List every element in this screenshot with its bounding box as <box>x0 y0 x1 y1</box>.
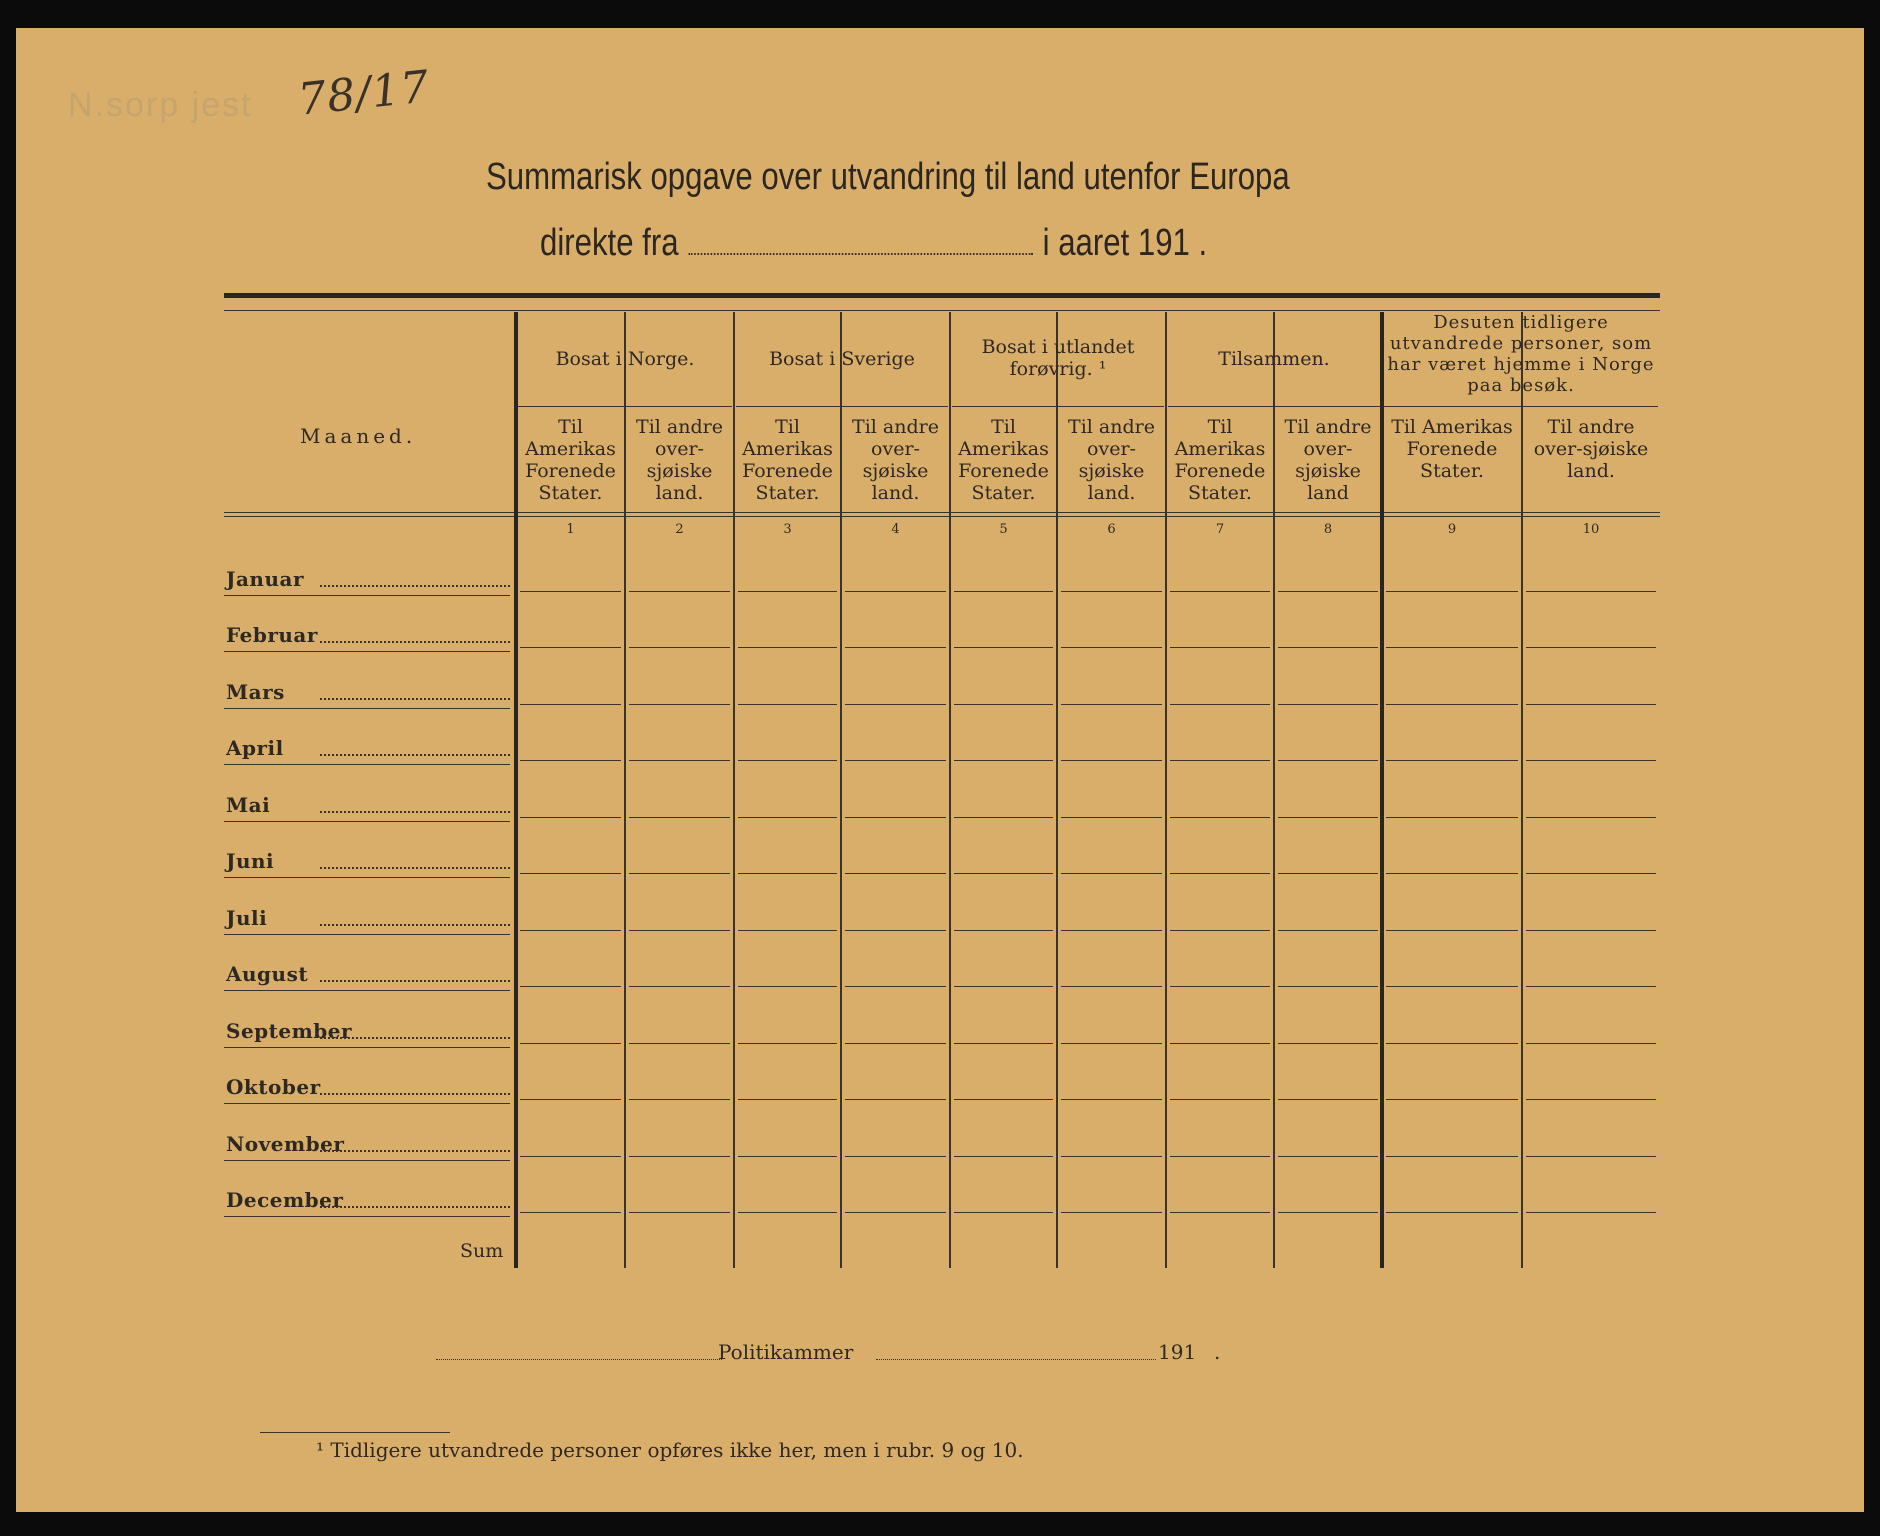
month-label-juni: Juni <box>226 849 275 873</box>
cell-september-col-3[interactable] <box>738 1043 837 1044</box>
month-row-rule <box>224 877 510 878</box>
cell-juni-col-3[interactable] <box>738 873 837 874</box>
month-row-rule <box>224 764 510 765</box>
place-fill-in-line[interactable] <box>688 229 1032 255</box>
cell-oktober-col-8[interactable] <box>1278 1099 1378 1100</box>
group-header-1: Bosat i Norge. <box>555 348 695 370</box>
cell-februar-col-4[interactable] <box>845 647 946 648</box>
column-divider <box>1165 312 1167 1268</box>
cell-februar-col-8[interactable] <box>1278 647 1378 648</box>
cell-december-col-6[interactable] <box>1061 1212 1162 1213</box>
column-number-3: 3 <box>783 522 792 537</box>
cell-april-col-7[interactable] <box>1170 760 1270 761</box>
cell-august-col-8[interactable] <box>1278 986 1378 987</box>
sum-label: Sum <box>460 1240 504 1262</box>
cell-september-col-5[interactable] <box>954 1043 1053 1044</box>
month-label-mai: Mai <box>226 792 271 817</box>
cell-november-col-4[interactable] <box>845 1156 946 1157</box>
column-number-5: 5 <box>999 522 1008 537</box>
month-label-september: September <box>226 1018 353 1043</box>
month-label-juli: Juli <box>226 905 268 930</box>
group-underline <box>518 406 732 407</box>
cell-november-col-7[interactable] <box>1170 1156 1270 1157</box>
sub-header-col-5: Til Amerikas Forenede Stater. <box>958 416 1049 504</box>
cell-april-col-9[interactable] <box>1386 760 1518 761</box>
column-divider <box>1273 312 1275 1268</box>
month-row-rule <box>224 595 510 596</box>
form-sheet <box>16 28 1864 1512</box>
column-divider <box>840 312 842 1268</box>
cell-mars-col-8[interactable] <box>1278 704 1378 705</box>
cell-mars-col-6[interactable] <box>1061 704 1162 705</box>
cell-mai-col-4[interactable] <box>845 817 946 818</box>
sub-header-col-1: Til Amerikas Forenede Stater. <box>525 416 616 504</box>
cell-april-col-10[interactable] <box>1526 760 1656 761</box>
footnote: ¹ Tidligere utvandrede personer opføres ikke her, men i rubr. 9 og 10. <box>316 1438 1024 1462</box>
cell-juni-col-10[interactable] <box>1526 873 1656 874</box>
cell-juli-col-4[interactable] <box>845 930 946 931</box>
cell-februar-col-9[interactable] <box>1386 647 1518 648</box>
cell-september-col-8[interactable] <box>1278 1043 1378 1044</box>
cell-juli-col-2[interactable] <box>629 930 730 931</box>
cell-februar-col-7[interactable] <box>1170 647 1270 648</box>
cell-november-col-2[interactable] <box>629 1156 730 1157</box>
cell-mars-col-7[interactable] <box>1170 704 1270 705</box>
month-label-oktober: Oktober <box>226 1075 321 1099</box>
month-leader-dots <box>320 851 510 869</box>
cell-april-col-2[interactable] <box>629 760 730 761</box>
cell-april-col-6[interactable] <box>1061 760 1162 761</box>
group-underline <box>952 406 1164 407</box>
month-leader-dots <box>320 1021 510 1039</box>
cell-juni-col-2[interactable] <box>629 873 730 874</box>
cell-december-col-2[interactable] <box>629 1212 730 1213</box>
cell-oktober-col-2[interactable] <box>629 1099 730 1100</box>
cell-februar-col-3[interactable] <box>738 647 837 648</box>
form-title: Summarisk opgave over utvandring til land utenfor Europa <box>486 156 1290 198</box>
column-number-7: 7 <box>1215 522 1225 537</box>
cell-august-col-5[interactable] <box>954 986 1053 987</box>
month-leader-dots <box>320 964 510 982</box>
cell-december-col-3[interactable] <box>738 1212 837 1213</box>
cell-september-col-2[interactable] <box>629 1043 730 1044</box>
cell-december-col-1[interactable] <box>520 1212 621 1213</box>
subtitle-suffix: i aaret 191 . <box>1042 222 1208 264</box>
cell-september-col-9[interactable] <box>1386 1043 1518 1044</box>
header-bottom-rule-2 <box>224 516 1660 517</box>
month-label-april: April <box>226 736 284 760</box>
group-header-4: Tilsammen. <box>1218 348 1330 370</box>
cell-august-col-1[interactable] <box>520 986 621 987</box>
column-divider <box>1056 312 1058 1268</box>
cell-mai-col-2[interactable] <box>629 817 730 818</box>
cell-december-col-8[interactable] <box>1278 1212 1378 1213</box>
cell-juni-col-5[interactable] <box>954 873 1053 874</box>
cell-juli-col-5[interactable] <box>954 930 1053 931</box>
cell-august-col-2[interactable] <box>629 986 730 987</box>
cell-mai-col-7[interactable] <box>1170 817 1270 818</box>
cell-mai-col-6[interactable] <box>1061 817 1162 818</box>
cell-oktober-col-10[interactable] <box>1526 1099 1656 1100</box>
subtitle-prefix: direkte fra <box>540 222 679 264</box>
cell-mai-col-9[interactable] <box>1386 817 1518 818</box>
column-divider <box>624 312 626 1268</box>
cell-september-col-6[interactable] <box>1061 1043 1162 1044</box>
sub-header-col-2: Til andre over-sjøiske land. <box>636 416 723 504</box>
cell-august-col-9[interactable] <box>1386 986 1518 987</box>
group-underline <box>1168 406 1380 407</box>
month-label-januar: Januar <box>226 566 304 591</box>
cell-december-col-9[interactable] <box>1386 1212 1518 1213</box>
sub-header-col-6: Til andre over-sjøiske land. <box>1068 416 1155 504</box>
cell-august-col-10[interactable] <box>1526 986 1656 987</box>
cell-januar-col-1[interactable] <box>520 591 621 592</box>
column-divider <box>949 312 951 1268</box>
month-leader-dots <box>320 569 510 587</box>
cell-december-col-4[interactable] <box>845 1212 946 1213</box>
column-divider <box>733 312 735 1268</box>
sub-header-col-3: Til Amerikas Forenede Stater. <box>742 416 833 504</box>
cell-februar-col-1[interactable] <box>520 647 621 648</box>
cell-mars-col-3[interactable] <box>738 704 837 705</box>
month-leader-dots <box>320 1077 510 1095</box>
column-number-1: 1 <box>566 522 575 537</box>
cell-oktober-col-1[interactable] <box>520 1099 621 1100</box>
month-leader-dots <box>320 625 510 643</box>
month-row-rule <box>224 651 510 652</box>
cell-mars-col-5[interactable] <box>954 704 1053 705</box>
cell-november-col-1[interactable] <box>520 1156 621 1157</box>
cell-november-col-10[interactable] <box>1526 1156 1656 1157</box>
month-row-rule <box>224 1047 510 1048</box>
cell-mai-col-8[interactable] <box>1278 817 1378 818</box>
cell-august-col-3[interactable] <box>738 986 837 987</box>
sub-header-col-4: Til andre over-sjøiske land. <box>852 416 939 504</box>
cell-juni-col-4[interactable] <box>845 873 946 874</box>
column-divider <box>1521 312 1523 1268</box>
cell-april-col-4[interactable] <box>845 760 946 761</box>
cell-mars-col-4[interactable] <box>845 704 946 705</box>
cell-juli-col-7[interactable] <box>1170 930 1270 931</box>
handwritten-reference: 78/17 <box>295 61 433 126</box>
month-label-december: December <box>226 1188 344 1212</box>
cell-november-col-9[interactable] <box>1386 1156 1518 1157</box>
form-subtitle <box>540 222 1207 265</box>
cell-mai-col-10[interactable] <box>1526 817 1656 818</box>
cell-december-col-5[interactable] <box>954 1212 1053 1213</box>
group-underline <box>736 406 948 407</box>
group-header-5: Desuten tidligere utvandrede personer, som har været hjemme i Norge paa besøk. <box>1387 312 1655 396</box>
cell-oktober-col-6[interactable] <box>1061 1099 1162 1100</box>
month-row-rule <box>224 1216 510 1217</box>
cell-mars-col-2[interactable] <box>629 704 730 705</box>
cell-juni-col-1[interactable] <box>520 873 621 874</box>
cell-august-col-7[interactable] <box>1170 986 1270 987</box>
cell-april-col-3[interactable] <box>738 760 837 761</box>
cell-mai-col-1[interactable] <box>520 817 621 818</box>
cell-oktober-col-4[interactable] <box>845 1099 946 1100</box>
sub-header-col-10: Til andre over-sjøiske land. <box>1533 416 1649 482</box>
group-underline <box>1384 406 1658 407</box>
month-row-rule <box>224 708 510 709</box>
cell-april-col-8[interactable] <box>1278 760 1378 761</box>
sub-header-col-9: Til Amerikas Forenede Stater. <box>1391 416 1513 482</box>
cell-februar-col-5[interactable] <box>954 647 1053 648</box>
footnote-rule <box>260 1432 450 1433</box>
month-label-mars: Mars <box>226 679 285 704</box>
month-row-rule <box>224 934 510 935</box>
cell-september-col-10[interactable] <box>1526 1043 1656 1044</box>
cell-april-col-5[interactable] <box>954 760 1053 761</box>
cell-juli-col-9[interactable] <box>1386 930 1518 931</box>
cell-mars-col-1[interactable] <box>520 704 621 705</box>
month-row-rule <box>224 990 510 991</box>
cell-januar-col-7[interactable] <box>1170 591 1270 592</box>
cell-juli-col-10[interactable] <box>1526 930 1656 931</box>
cell-juni-col-9[interactable] <box>1386 873 1518 874</box>
column-number-9: 9 <box>1447 522 1457 537</box>
column-number-4: 4 <box>891 522 900 537</box>
month-leader-dots <box>320 1134 510 1152</box>
footer-year: 191 <box>1158 1340 1197 1364</box>
cell-januar-col-8[interactable] <box>1278 591 1378 592</box>
month-row-rule <box>224 1103 510 1104</box>
group-header-2: Bosat i Sverige <box>769 348 915 370</box>
faded-stamp: N.sorp jest <box>68 86 253 124</box>
month-leader-dots <box>320 1190 510 1208</box>
column-number-6: 6 <box>1107 522 1116 537</box>
column-number-8: 8 <box>1323 522 1333 537</box>
month-leader-dots <box>320 738 510 756</box>
cell-januar-col-6[interactable] <box>1061 591 1162 592</box>
sub-header-col-7: Til Amerikas Forenede Stater. <box>1174 416 1266 504</box>
cell-mars-col-10[interactable] <box>1526 704 1656 705</box>
column-number-2: 2 <box>675 522 684 537</box>
cell-november-col-5[interactable] <box>954 1156 1053 1157</box>
cell-mai-col-3[interactable] <box>738 817 837 818</box>
cell-januar-col-10[interactable] <box>1526 591 1656 592</box>
cell-februar-col-10[interactable] <box>1526 647 1656 648</box>
footer-date-line[interactable] <box>876 1358 1156 1360</box>
top-thick-rule <box>224 293 1660 298</box>
header-bottom-rule <box>224 512 1660 513</box>
cell-juli-col-1[interactable] <box>520 930 621 931</box>
cell-august-col-4[interactable] <box>845 986 946 987</box>
month-column-header: Maaned. <box>300 424 417 448</box>
cell-september-col-7[interactable] <box>1170 1043 1270 1044</box>
cell-oktober-col-5[interactable] <box>954 1099 1053 1100</box>
cell-januar-col-5[interactable] <box>954 591 1053 592</box>
month-label-november: November <box>226 1131 345 1156</box>
cell-oktober-col-7[interactable] <box>1170 1099 1270 1100</box>
cell-juli-col-8[interactable] <box>1278 930 1378 931</box>
cell-oktober-col-3[interactable] <box>738 1099 837 1100</box>
cell-juni-col-6[interactable] <box>1061 873 1162 874</box>
cell-mai-col-5[interactable] <box>954 817 1053 818</box>
cell-oktober-col-9[interactable] <box>1386 1099 1518 1100</box>
cell-januar-col-2[interactable] <box>629 591 730 592</box>
footer-place-line[interactable] <box>436 1358 722 1360</box>
cell-januar-col-3[interactable] <box>738 591 837 592</box>
group-header-3: Bosat i utlandet forøvrig. ¹ <box>981 336 1135 380</box>
cell-juni-col-7[interactable] <box>1170 873 1270 874</box>
cell-januar-col-4[interactable] <box>845 591 946 592</box>
cell-februar-col-2[interactable] <box>629 647 730 648</box>
month-leader-dots <box>320 908 510 926</box>
month-row-rule <box>224 1160 510 1161</box>
sub-header-col-8: Til andre over-sjøiske land <box>1284 416 1372 504</box>
cell-september-col-4[interactable] <box>845 1043 946 1044</box>
cell-november-col-8[interactable] <box>1278 1156 1378 1157</box>
header-top-rule <box>224 310 1660 311</box>
column-number-10: 10 <box>1582 522 1600 537</box>
month-leader-dots <box>320 795 510 813</box>
cell-juli-col-6[interactable] <box>1061 930 1162 931</box>
month-leader-dots <box>320 682 510 700</box>
cell-november-col-6[interactable] <box>1061 1156 1162 1157</box>
cell-november-col-3[interactable] <box>738 1156 837 1157</box>
cell-mars-col-9[interactable] <box>1386 704 1518 705</box>
cell-august-col-6[interactable] <box>1061 986 1162 987</box>
cell-februar-col-6[interactable] <box>1061 647 1162 648</box>
month-label-februar: Februar <box>226 623 318 647</box>
cell-januar-col-9[interactable] <box>1386 591 1518 592</box>
month-row-rule <box>224 821 510 822</box>
cell-december-col-7[interactable] <box>1170 1212 1270 1213</box>
footer-trail: . <box>1214 1340 1221 1364</box>
cell-juni-col-8[interactable] <box>1278 873 1378 874</box>
cell-september-col-1[interactable] <box>520 1043 621 1044</box>
footer-office: Politikammer <box>718 1340 854 1364</box>
cell-april-col-1[interactable] <box>520 760 621 761</box>
month-label-august: August <box>226 962 309 986</box>
cell-december-col-10[interactable] <box>1526 1212 1656 1213</box>
cell-juli-col-3[interactable] <box>738 930 837 931</box>
